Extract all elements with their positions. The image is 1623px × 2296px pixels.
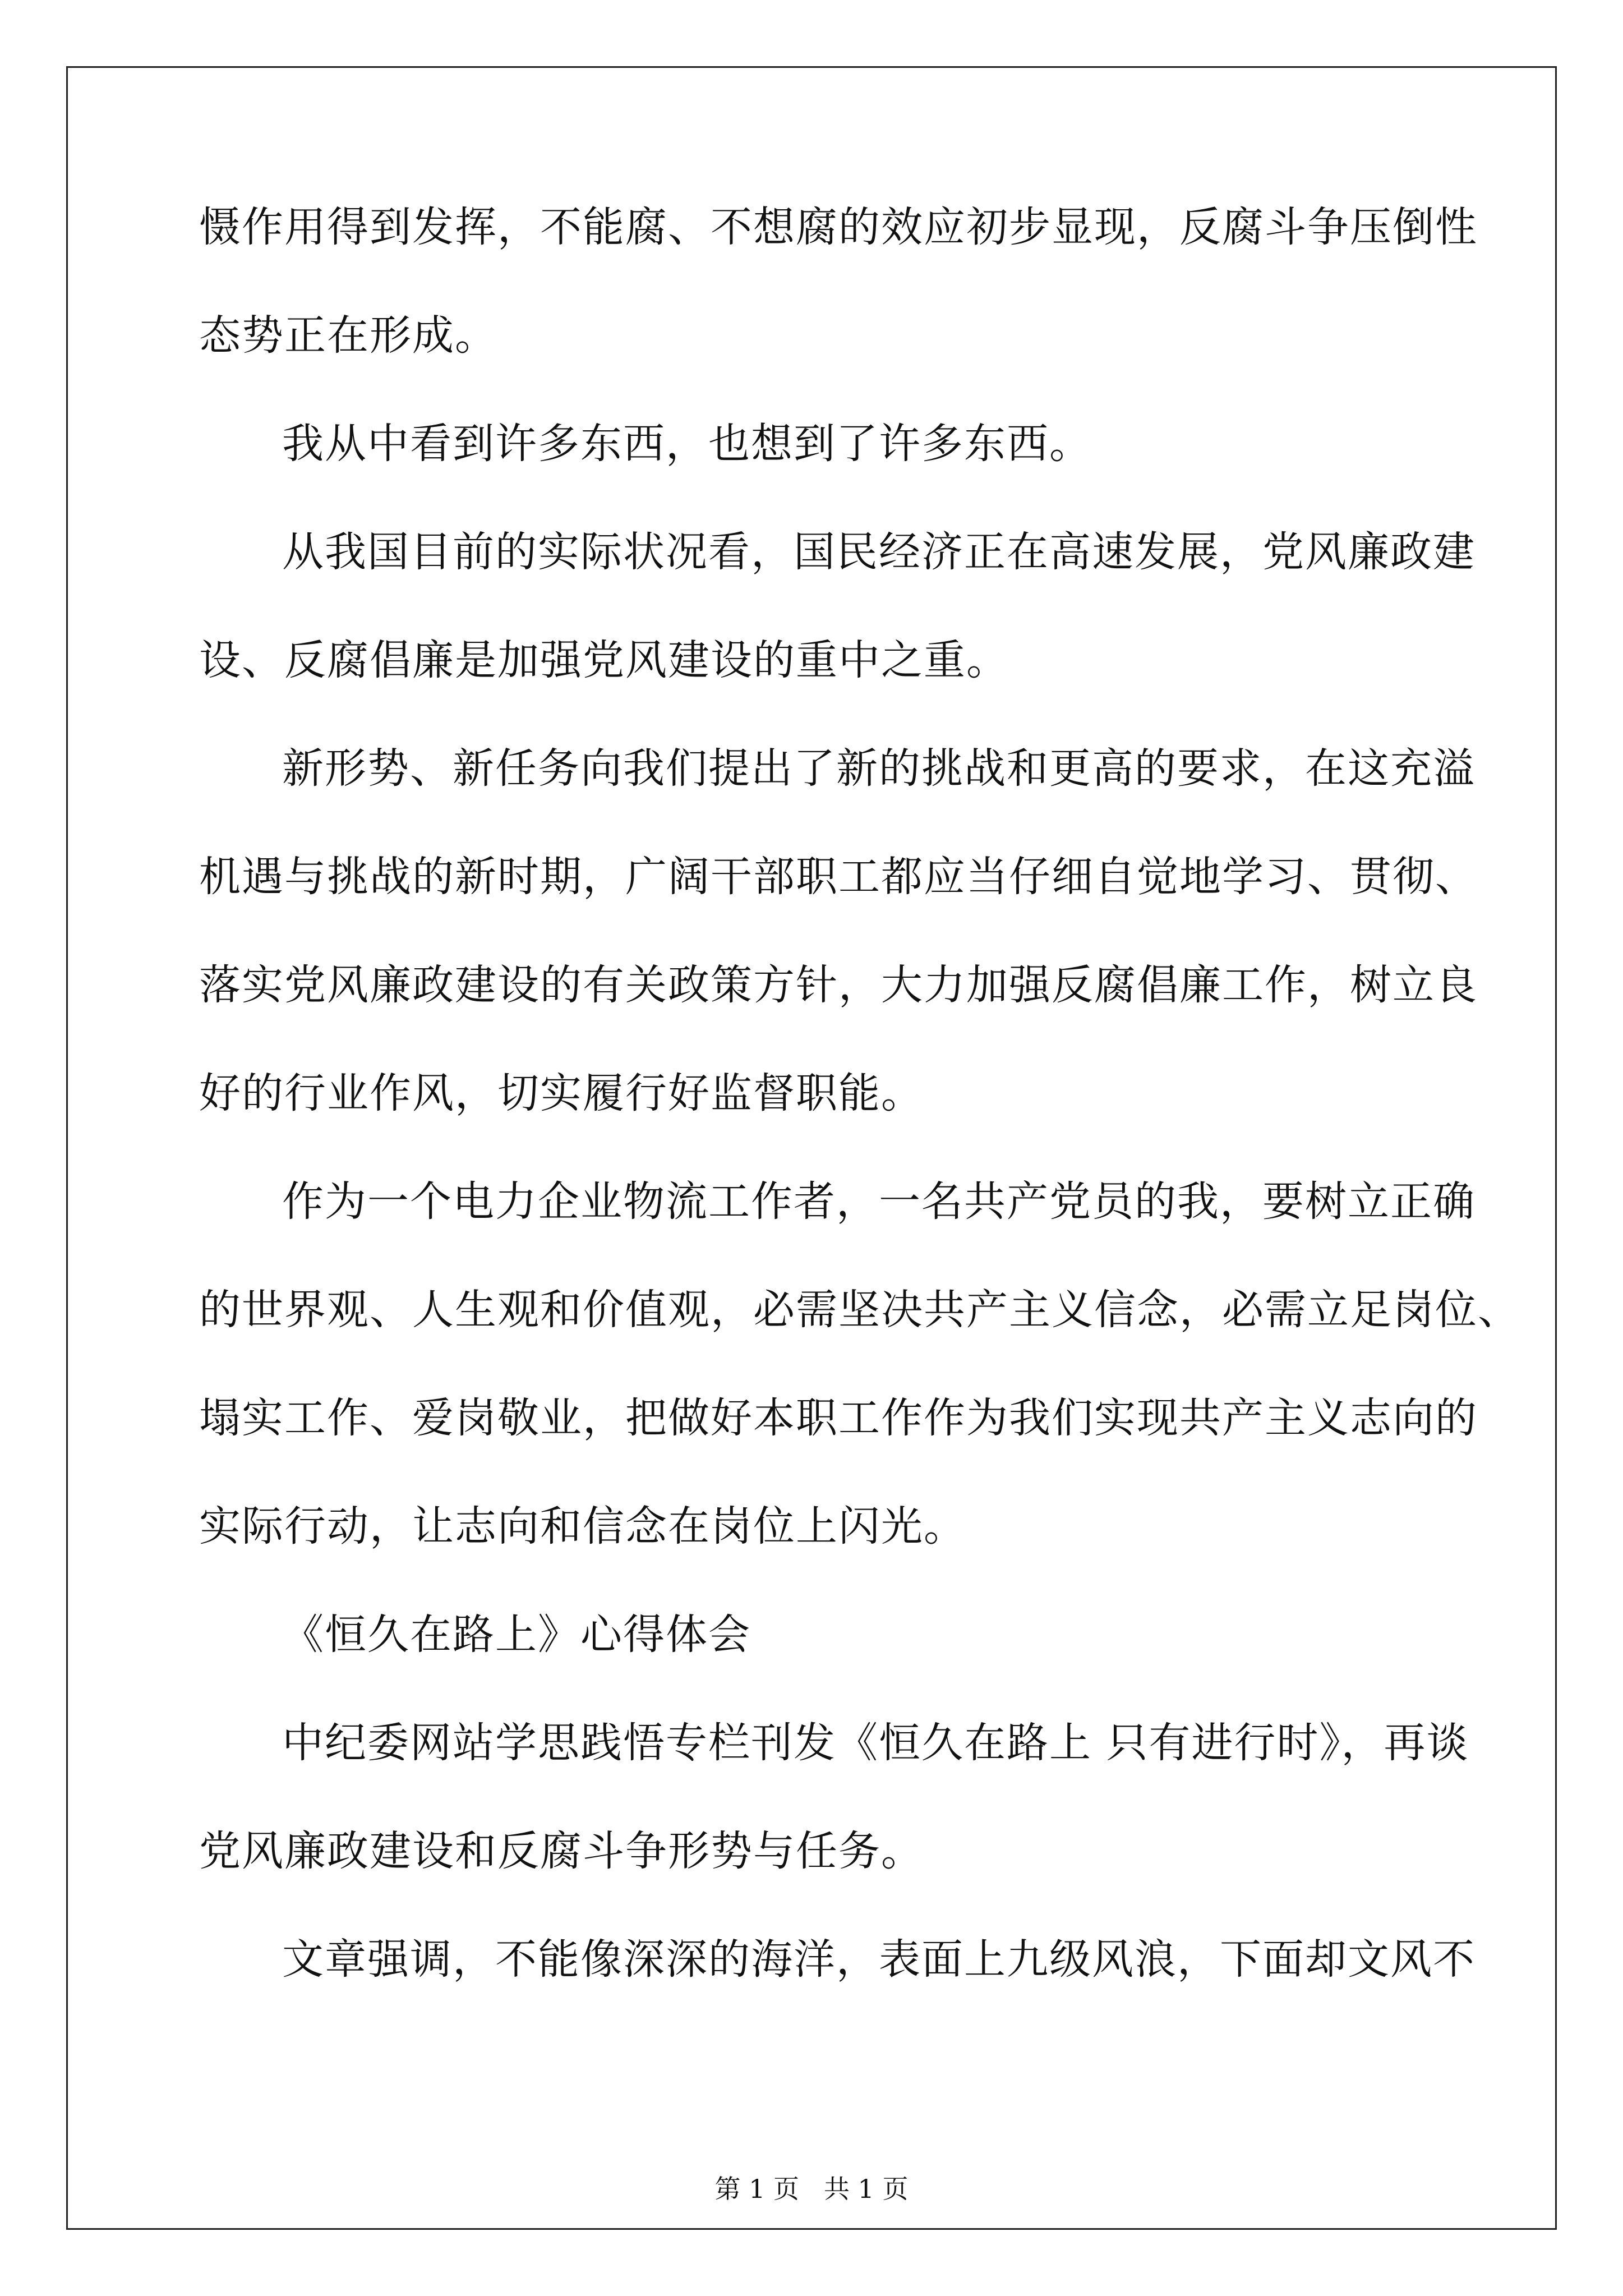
text-line: 新形势、新任务向我们提出了新的挑战和更高的要求，在这充溢 [282,744,1476,793]
text-line: 的世界观、人生观和价值观，必需坚决共产主义信念，必需立足岗位、 [199,1286,1520,1334]
text-line: 好的行业作风，切实履行好监督职能。 [199,1069,924,1117]
page-footer [0,2172,1623,2206]
text-line: 中纪委网站学思践悟专栏刊发《恒久在路上 只有进行时》，再谈 [282,1719,1469,1767]
text-line: 塌实工作、爱岗敬业，把做好本职工作作为我们实现共产主义志向的 [199,1394,1478,1442]
text-line: 实际行动，让志向和信念在岗位上闪光。 [199,1502,966,1550]
text-line: 从我国目前的实际状况看，国民经济正在高速发展，党风廉政建 [282,528,1476,576]
section-heading: 《恒久在路上》心得体会 [282,1611,751,1659]
text-line: 党风廉政建设和反腐斗争形势与任务。 [199,1827,924,1875]
text-line: 态势正在形成。 [199,311,497,360]
total-pages-label: 共 1 页 [823,2174,909,2204]
text-line: 落实党风廉政建设的有关政策方针，大力加强反腐倡廉工作，树立良 [199,961,1478,1009]
text-line: 机遇与挑战的新时期，广阔干部职工都应当仔细自觉地学习、贯彻、 [199,853,1478,901]
document-body [199,202,1520,2042]
text-line: 设、反腐倡廉是加强党风建设的重中之重。 [199,636,1009,684]
text-line: 作为一个电力企业物流工作者，一名共产党员的我，要树立正确 [282,1177,1476,1226]
text-line: 文章强调，不能像深深的海洋，表面上九级风浪，下面却文风不 [282,1935,1476,1984]
text-line: 我从中看到许多东西，也想到了许多东西。 [282,420,1092,468]
text-line: 慑作用得到发挥，不能腐、不想腐的效应初步显现，反腐斗争压倒性 [199,203,1478,251]
page-number-label: 第 1 页 [714,2174,800,2204]
